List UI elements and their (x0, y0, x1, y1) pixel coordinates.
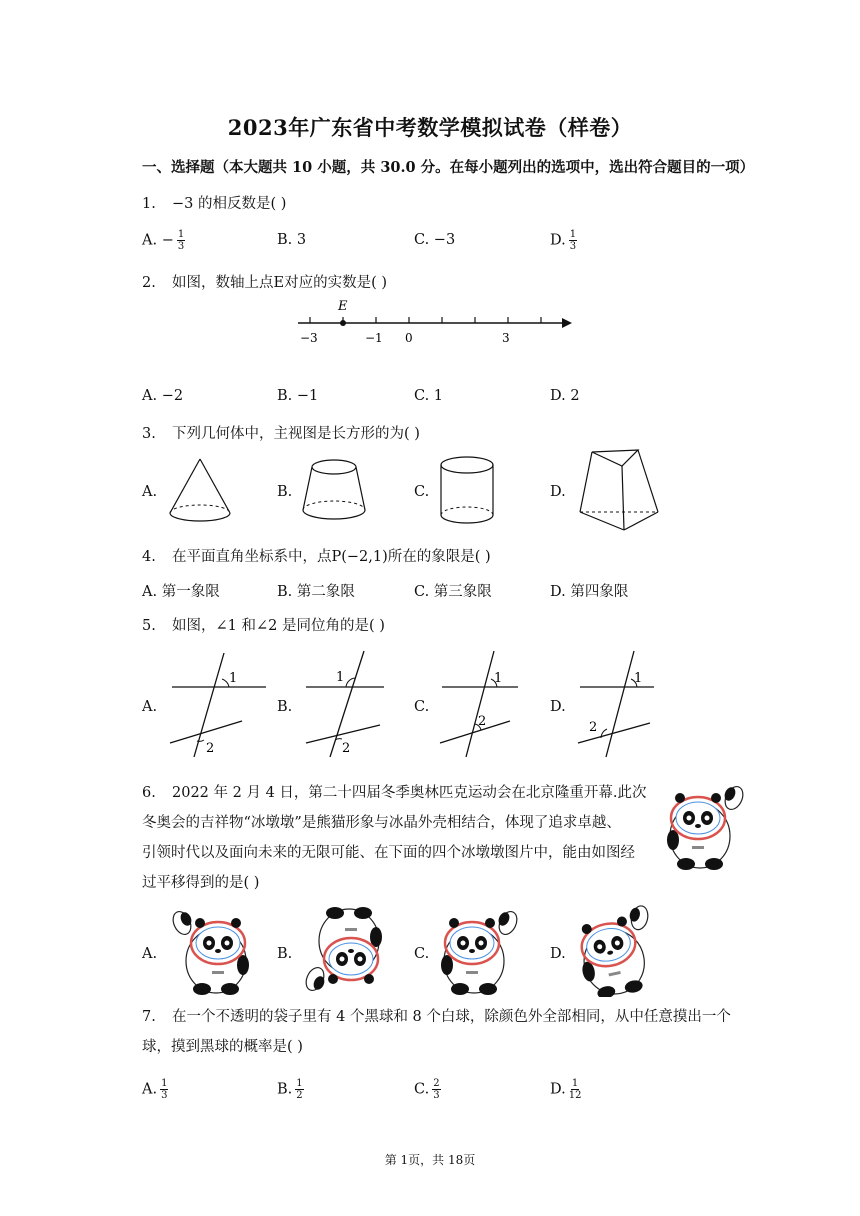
fraction (569, 1078, 582, 1101)
mascot-body (667, 784, 746, 870)
tick-label: −3 (300, 331, 318, 345)
cone-icon (164, 455, 236, 530)
question-7 (142, 1002, 762, 1062)
cylinder-icon (436, 453, 498, 533)
option-letter: D. (550, 584, 566, 600)
fraction-numerator: 1 (571, 1078, 579, 1089)
question-text: 如图，∠1 和∠2 是同位角的是( ) (172, 618, 385, 634)
option-text: −1 (296, 388, 319, 404)
option-5d-letter: D. (550, 699, 566, 715)
option-4b (277, 580, 355, 601)
option-letter: C. (414, 232, 430, 248)
tick-label: 0 (405, 331, 413, 345)
option-letter: A. (142, 388, 158, 404)
option-3b-letter: B. (277, 484, 293, 500)
question-6-line-4: 过平移得到的是( ) (142, 875, 260, 891)
fraction-denominator: 3 (433, 1090, 440, 1101)
angle-label-2: 2 (478, 714, 487, 729)
option-5c-letter: C. (414, 699, 430, 715)
option-text: 第四象限 (570, 584, 629, 600)
page-title: 2023年广东省中考数学模拟试卷（样卷） (227, 115, 633, 140)
question-text: −3 的相反数是( ) (172, 196, 287, 212)
option-4d (550, 580, 628, 601)
option-letter: D. (550, 1081, 566, 1098)
option-2c (414, 388, 443, 404)
fraction-numerator: 1 (177, 229, 185, 240)
fraction-numerator: 1 (569, 229, 577, 240)
fraction (569, 229, 577, 252)
fraction (432, 1078, 440, 1101)
option-3c-letter: C. (414, 484, 430, 500)
question-number: 6. (142, 785, 156, 801)
option-6b-letter: B. (277, 946, 293, 962)
option-1d (550, 229, 577, 252)
question-7-line-1 (142, 1002, 762, 1032)
fraction-denominator: 2 (296, 1090, 303, 1101)
question-5 (142, 614, 385, 635)
option-letter: C. (414, 388, 430, 404)
point-e-dot (340, 320, 346, 326)
option-letter: C. (414, 584, 430, 600)
option-letter: A. (142, 584, 158, 600)
page-footer: 第 1页，共 18页 (384, 1153, 476, 1167)
option-1b (277, 232, 306, 248)
option-text: −3 (433, 232, 456, 248)
question-number: 1. (142, 196, 156, 212)
tick-label: −1 (365, 331, 383, 345)
question-number: 3. (142, 426, 156, 442)
angle-label-2: 2 (206, 741, 215, 756)
fraction (295, 1078, 303, 1101)
question-number: 5. (142, 618, 156, 634)
fraction (177, 229, 185, 252)
angle-label-1: 1 (229, 671, 238, 686)
section-heading: 一、选择题（本大题共 10 小题，共 30.0 分。在每小题列出的选项中，选出符合题目的一项） (142, 159, 755, 176)
question-text: 在平面直角坐标系中，点P(−2,1)所在的象限是( ) (172, 549, 491, 565)
option-6d-letter: D. (550, 946, 566, 962)
option-letter: D. (550, 388, 566, 404)
frustum-icon (298, 455, 370, 530)
fraction-denominator: 3 (177, 241, 185, 252)
question-7-line-2: 球，摸到黑球的概率是( ) (142, 1039, 303, 1055)
question-6-line-2: 冬奥会的吉祥物“冰墩墩”是熊猫形象与冰晶外壳相结合，体现了追求卓越、 (142, 815, 621, 831)
question-text: 下列几何体中，主视图是长方形的为( ) (172, 426, 420, 442)
question-6-line-1 (142, 778, 662, 808)
angle-label-1: 1 (494, 671, 503, 686)
fraction-denominator: 3 (161, 1090, 168, 1101)
triangular-prism-icon (574, 446, 664, 536)
fraction-denominator: 12 (568, 1090, 582, 1101)
bing-dwen-dwen-option-d-icon (572, 905, 664, 997)
question-number: 7. (142, 1009, 156, 1025)
option-2a (142, 388, 183, 404)
option-3a-letter: A. (142, 484, 158, 500)
fraction-numerator: 1 (296, 1078, 303, 1089)
option-text: 第三象限 (433, 584, 492, 600)
option-7b (277, 1078, 304, 1101)
option-letter: A. (142, 1081, 158, 1098)
fraction-numerator: 2 (433, 1078, 440, 1089)
tick-label: 3 (502, 331, 510, 345)
option-letter: B. (277, 388, 293, 404)
option-text: 第一象限 (161, 584, 220, 600)
angle-figure-a (166, 645, 276, 760)
option-2d (550, 388, 580, 404)
point-e-label: E (338, 299, 348, 314)
option-7c (414, 1078, 441, 1101)
option-5a-letter: A. (142, 699, 158, 715)
option-text: 第二象限 (296, 584, 355, 600)
option-text: 3 (296, 232, 307, 248)
option-text: −2 (161, 388, 184, 404)
question-3 (142, 422, 420, 443)
question-number: 2. (142, 275, 156, 291)
angle-figure-d (574, 645, 684, 760)
angle-label-1: 1 (336, 670, 345, 685)
bing-dwen-dwen-option-a-icon (164, 905, 256, 997)
bing-dwen-dwen-option-b-icon (297, 905, 389, 997)
option-6c-letter: C. (414, 946, 430, 962)
question-6-line-3: 引领时代以及面向未来的无限可能、在下面的四个冰墩墩图片中，能由如图经 (142, 845, 635, 861)
option-3d-letter: D. (550, 484, 566, 500)
question-number: 4. (142, 549, 156, 565)
fraction-numerator: 1 (161, 1078, 168, 1089)
option-letter: C. (414, 1081, 430, 1098)
angle-label-2: 2 (342, 741, 351, 756)
question-text: 2022 年 2 月 4 日，第二十四届冬季奥林匹克运动会在北京隆重开幕.此次 (172, 785, 647, 801)
option-letter: D. (550, 232, 566, 249)
fraction-denominator: 3 (569, 241, 577, 252)
option-7d (550, 1078, 581, 1101)
angle-figure-b (300, 645, 410, 760)
option-2b (277, 388, 318, 404)
bing-dwen-dwen-reference-icon (660, 780, 752, 872)
angle-label-1: 1 (634, 671, 643, 686)
question-text: 在一个不透明的袋子里有 4 个黑球和 8 个白球，除颜色外全部相同，从中任意摸出一个 (172, 1009, 731, 1025)
option-6a-letter: A. (142, 946, 158, 962)
option-text: 1 (433, 388, 444, 404)
angle-label-2: 2 (589, 720, 598, 735)
option-text: 2 (570, 388, 580, 404)
option-4c (414, 580, 492, 601)
number-line-figure (290, 295, 580, 350)
question-text: 如图，数轴上点E对应的实数是( ) (172, 275, 388, 291)
question-2 (142, 271, 387, 292)
option-5b-letter: B. (277, 699, 293, 715)
option-letter: B. (277, 1081, 293, 1098)
option-4a (142, 580, 220, 601)
option-letter: B. (277, 232, 293, 248)
bing-dwen-dwen-option-c-icon (434, 905, 526, 997)
question-4 (142, 545, 491, 566)
option-1c (414, 232, 455, 248)
fraction (160, 1078, 168, 1101)
question-6 (142, 778, 662, 898)
angle-figure-c (436, 645, 546, 760)
option-letter: B. (277, 584, 293, 600)
option-1a (142, 229, 185, 252)
option-sign: − (161, 232, 174, 249)
question-1 (142, 192, 286, 213)
option-letter: A. (142, 232, 158, 249)
option-7a (142, 1078, 168, 1101)
